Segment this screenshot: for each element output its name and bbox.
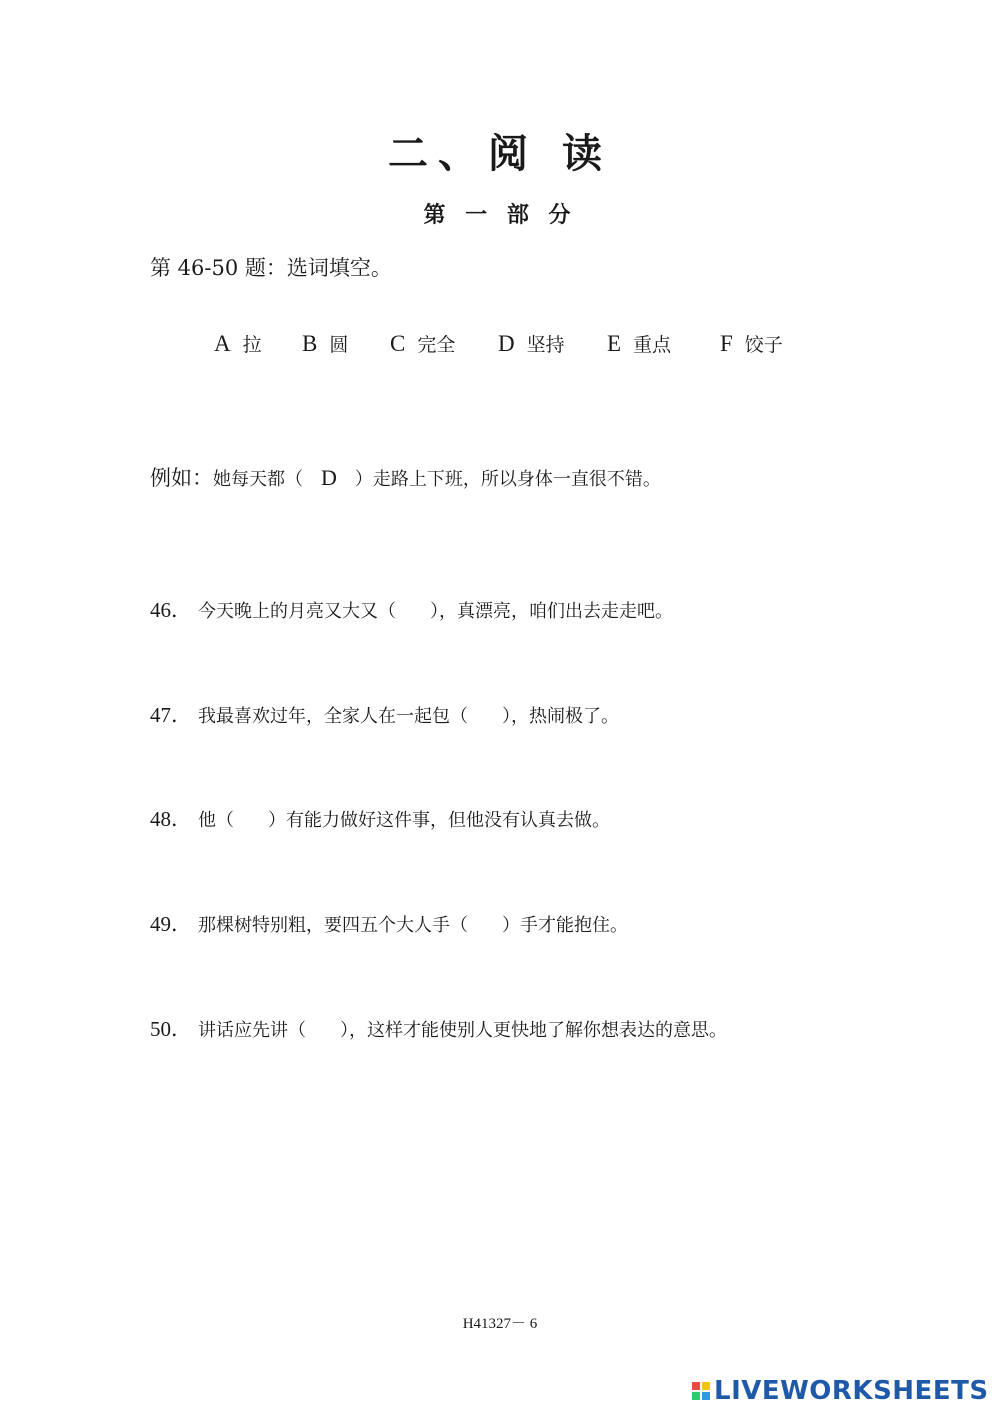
example-answer: D: [321, 465, 337, 490]
question-number: 48．: [150, 807, 192, 831]
option-letter: C: [390, 331, 406, 356]
example-label: 例如：: [150, 466, 213, 490]
example-text-after: ）走路上下班，所以身体一直很不错。: [354, 469, 661, 490]
logo-square: [702, 1382, 710, 1390]
liveworksheets-logo[interactable]: [692, 1375, 989, 1407]
question-48: [150, 803, 610, 833]
question-50: [150, 1013, 727, 1043]
question-text-before: 那棵树特别粗，要四五个大人手（: [198, 915, 468, 936]
option-word: 饺子: [744, 334, 783, 356]
option-word: 圆: [329, 334, 349, 356]
question-text-after: ），热闹极了。: [502, 706, 619, 727]
option-word: 拉: [242, 334, 262, 356]
logo-square: [692, 1382, 700, 1390]
option-word: 完全: [417, 334, 456, 356]
question-text-before: 我最喜欢过年，全家人在一起包（: [198, 706, 468, 727]
question-text-after: ）有能力做好这件事，但他没有认真去做。: [268, 810, 610, 831]
question-text-before: 讲话应先讲（: [198, 1020, 306, 1041]
question-number: 47．: [150, 703, 192, 727]
option-word: 坚持: [526, 334, 565, 356]
question-text-before: 他（: [198, 810, 234, 831]
page-footer: H41327－ 6: [462, 1316, 538, 1332]
question-text-after: ）手才能抱住。: [502, 915, 628, 936]
logo-grid-icon: [692, 1382, 710, 1400]
question-text-after: ），真漂亮，咱们出去走走吧。: [430, 601, 673, 622]
option-f: [720, 330, 783, 357]
option-letter: D: [498, 331, 515, 356]
logo-square: [702, 1392, 710, 1400]
option-letter: F: [720, 331, 733, 356]
question-number: 50．: [150, 1017, 192, 1041]
question-47: [150, 699, 619, 729]
logo-text: LIVEWORKSHEETS: [714, 1376, 989, 1406]
option-letter: E: [607, 331, 622, 356]
part-title: 第 一 部 分: [423, 202, 577, 228]
question-number: 49．: [150, 912, 192, 936]
example-sentence: [150, 462, 661, 492]
example-text-before: 她每天都（: [213, 469, 303, 490]
question-49: [150, 908, 628, 938]
word-options: [0, 330, 1000, 360]
option-letter: B: [302, 331, 318, 356]
option-d: [498, 330, 565, 357]
question-46: [150, 594, 673, 624]
question-number: 46．: [150, 598, 192, 622]
option-word: 重点: [633, 334, 672, 356]
option-c: [390, 330, 455, 357]
option-a: [214, 330, 262, 357]
option-letter: A: [214, 331, 231, 356]
question-text-before: 今天晚上的月亮又大又（: [198, 601, 396, 622]
question-text-after: ），这样才能使别人更快地了解你想表达的意思。: [340, 1020, 727, 1041]
instruction: 第 46-50 题：选词填空。: [150, 256, 392, 280]
section-title: 二、阅 读: [388, 130, 612, 177]
option-e: [607, 330, 671, 357]
option-b: [302, 330, 348, 357]
logo-square: [692, 1392, 700, 1400]
